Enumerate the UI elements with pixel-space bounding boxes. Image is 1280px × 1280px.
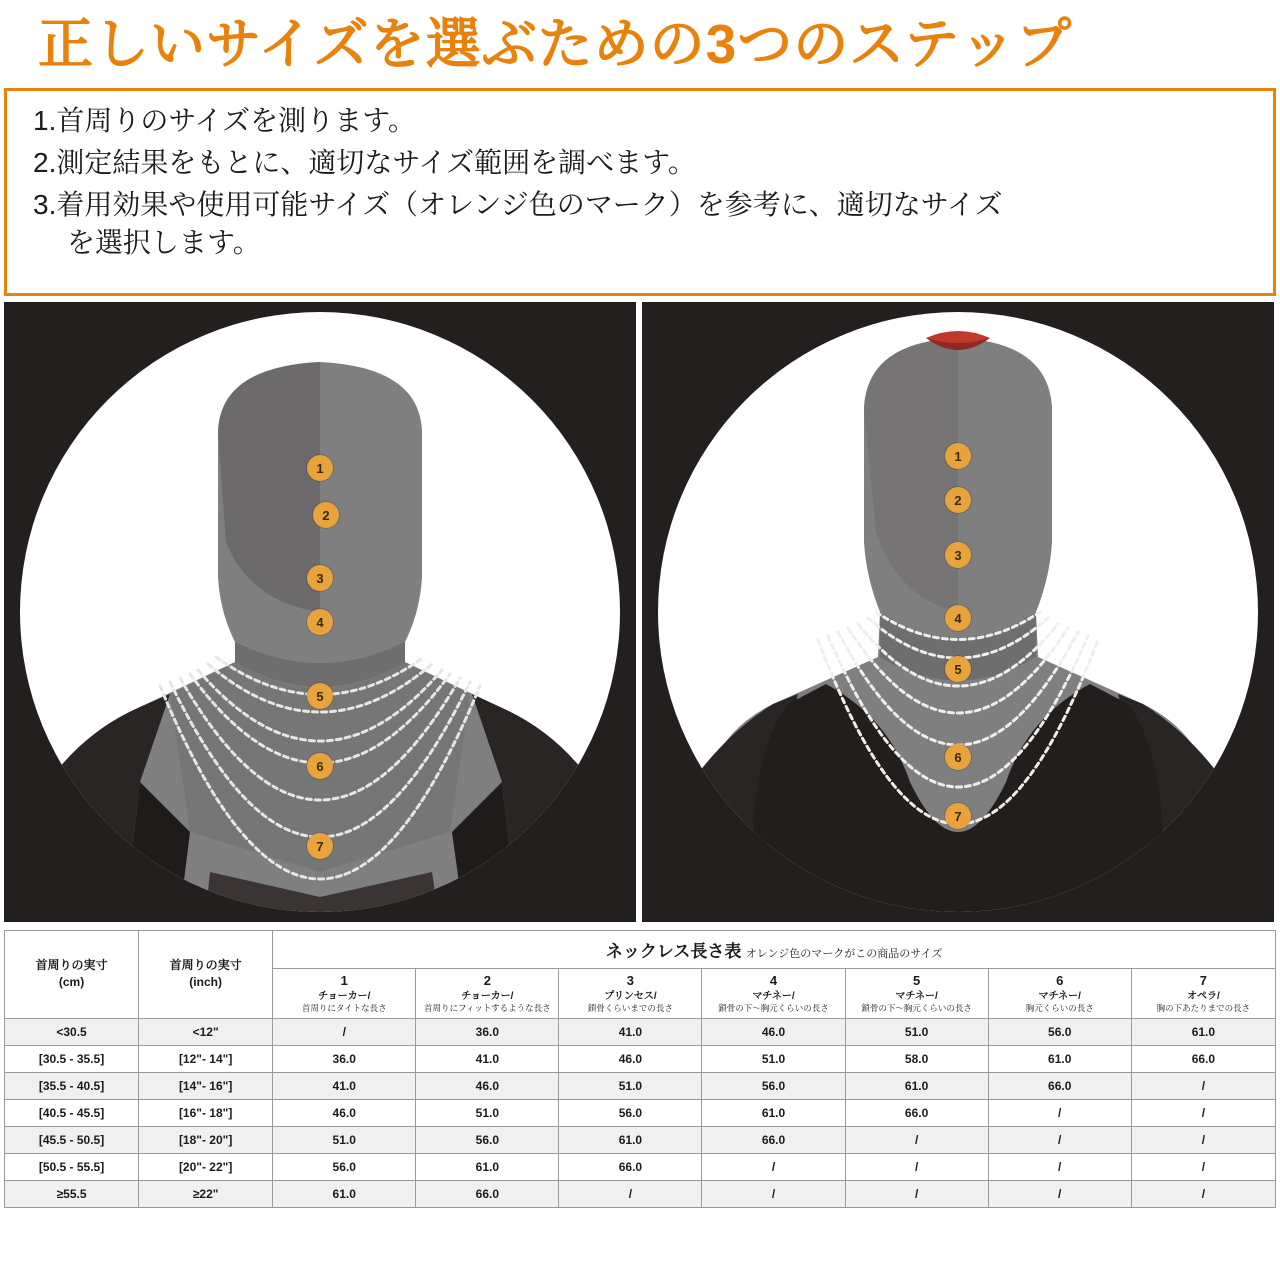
badge-3: 3 [945,542,971,568]
cell-len-1: 46.0 [273,1099,416,1126]
cell-len-4: 66.0 [702,1126,845,1153]
cell-len-7: / [1131,1099,1275,1126]
cell-len-2: 61.0 [416,1153,559,1180]
badge-3: 3 [307,565,333,591]
female-circle-mask [658,312,1258,912]
table-row [5,1099,1276,1126]
cell-len-4: 56.0 [702,1072,845,1099]
cell-inch: [18"- 20"] [139,1126,273,1153]
cell-len-1: 41.0 [273,1072,416,1099]
cell-cm: ≥55.5 [5,1180,139,1207]
cell-len-7: / [1131,1072,1275,1099]
cell-cm: [35.5 - 40.5] [5,1072,139,1099]
cell-len-5: / [845,1126,988,1153]
cell-cm: [45.5 - 50.5] [5,1126,139,1153]
badge-2: 2 [313,502,339,528]
cell-len-1: 36.0 [273,1045,416,1072]
cell-inch: ≥22" [139,1180,273,1207]
table-group-title-cell [273,931,1276,969]
female-illustration-panel [642,302,1274,922]
step-1: 1.首周りのサイズを測ります。 [33,105,416,136]
cell-cm: [40.5 - 45.5] [5,1099,139,1126]
col-header-6: 6 マチネー/ 胸元くらいの長さ [988,969,1131,1019]
illustration-row [0,302,1280,922]
table-group-title: ネックレス長さ表 [605,942,742,961]
steps-box [4,88,1276,296]
cell-len-4: 51.0 [702,1045,845,1072]
badge-1: 1 [307,455,333,481]
cell-len-7: 66.0 [1131,1045,1275,1072]
cell-len-3: / [559,1180,702,1207]
cell-len-3: 51.0 [559,1072,702,1099]
cell-len-6: / [988,1153,1131,1180]
badge-5: 5 [307,683,333,709]
table-header-group [5,931,1276,969]
cell-len-5: / [845,1180,988,1207]
cell-len-5: / [845,1153,988,1180]
badge-1: 1 [945,443,971,469]
badge-2: 2 [945,487,971,513]
cell-cm: [50.5 - 55.5] [5,1153,139,1180]
badge-4: 4 [307,609,333,635]
cell-len-6: / [988,1126,1131,1153]
cell-len-2: 41.0 [416,1045,559,1072]
cell-len-7: / [1131,1126,1275,1153]
cell-inch: <12" [139,1018,273,1045]
cell-len-5: 66.0 [845,1099,988,1126]
cell-len-5: 51.0 [845,1018,988,1045]
male-circle-mask [20,312,620,912]
step-3-cont: を選択します。 [67,226,261,258]
cell-inch: [12"- 14"] [139,1045,273,1072]
badge-5: 5 [945,656,971,682]
badge-4: 4 [945,605,971,631]
cell-len-6: 56.0 [988,1018,1131,1045]
col-header-1: 1 チョーカー/ 首周りにタイトな長さ [273,969,416,1019]
col-header-7: 7 オペラ/ 胸の下あたりまでの長さ [1131,969,1275,1019]
cell-len-7: 61.0 [1131,1018,1275,1045]
cell-len-5: 58.0 [845,1045,988,1072]
title-bar [0,0,1280,88]
table-row [5,1072,1276,1099]
cell-len-3: 66.0 [559,1153,702,1180]
badge-6: 6 [307,753,333,779]
cell-len-6: 61.0 [988,1045,1131,1072]
cell-len-5: 61.0 [845,1072,988,1099]
cell-len-6: / [988,1099,1131,1126]
badge-6: 6 [945,744,971,770]
header-neck-cm: 首周りの実寸 (cm) [5,931,139,1019]
cell-cm: [30.5 - 35.5] [5,1045,139,1072]
cell-len-6: 66.0 [988,1072,1131,1099]
cell-len-2: 66.0 [416,1180,559,1207]
table-group-subtitle: オレンジ色のマークがこの商品のサイズ [745,948,943,960]
cell-len-3: 46.0 [559,1045,702,1072]
table-row [5,1153,1276,1180]
cell-len-4: / [702,1180,845,1207]
cell-len-3: 41.0 [559,1018,702,1045]
header-neck-inch: 首周りの実寸 (inch) [139,931,273,1019]
cell-len-4: 46.0 [702,1018,845,1045]
cell-inch: [16"- 18"] [139,1099,273,1126]
cell-len-4: 61.0 [702,1099,845,1126]
col-header-3: 3 プリンセス/ 鎖骨くらいまでの長さ [559,969,702,1019]
col-header-4: 4 マチネー/ 鎖骨の下〜胸元くらいの長さ [702,969,845,1019]
male-illustration-panel [4,302,636,922]
cell-len-3: 61.0 [559,1126,702,1153]
cell-len-6: / [988,1180,1131,1207]
cell-len-3: 56.0 [559,1099,702,1126]
page-title: 正しいサイズを選ぶための3つのステップ [38,12,1073,75]
col-header-2: 2 チョーカー/ 首周りにフィットするような長さ [416,969,559,1019]
cell-len-7: / [1131,1153,1275,1180]
cell-len-1: 51.0 [273,1126,416,1153]
badge-7: 7 [945,803,971,829]
cell-len-2: 51.0 [416,1099,559,1126]
cell-len-2: 46.0 [416,1072,559,1099]
table-row [5,1045,1276,1072]
step-2: 2.測定結果をもとに、適切なサイズ範囲を調べます。 [33,146,696,178]
table-row [5,1180,1276,1207]
necklace-length-table [4,930,1276,1208]
cell-len-2: 56.0 [416,1126,559,1153]
cell-inch: [14"- 16"] [139,1072,273,1099]
step-3: 3.着用効果や使用可能サイズ（オレンジ色のマーク）を参考に、適切なサイズ [33,188,1003,220]
cell-len-1: 56.0 [273,1153,416,1180]
table-row [5,1018,1276,1045]
cell-len-4: / [702,1153,845,1180]
cell-inch: [20"- 22"] [139,1153,273,1180]
col-header-5: 5 マチネー/ 鎖骨の下〜胸元くらいの長さ [845,969,988,1019]
cell-cm: <30.5 [5,1018,139,1045]
cell-len-1: 61.0 [273,1180,416,1207]
table-row [5,1126,1276,1153]
cell-len-2: 36.0 [416,1018,559,1045]
cell-len-7: / [1131,1180,1275,1207]
cell-len-1: / [273,1018,416,1045]
badge-7: 7 [307,833,333,859]
